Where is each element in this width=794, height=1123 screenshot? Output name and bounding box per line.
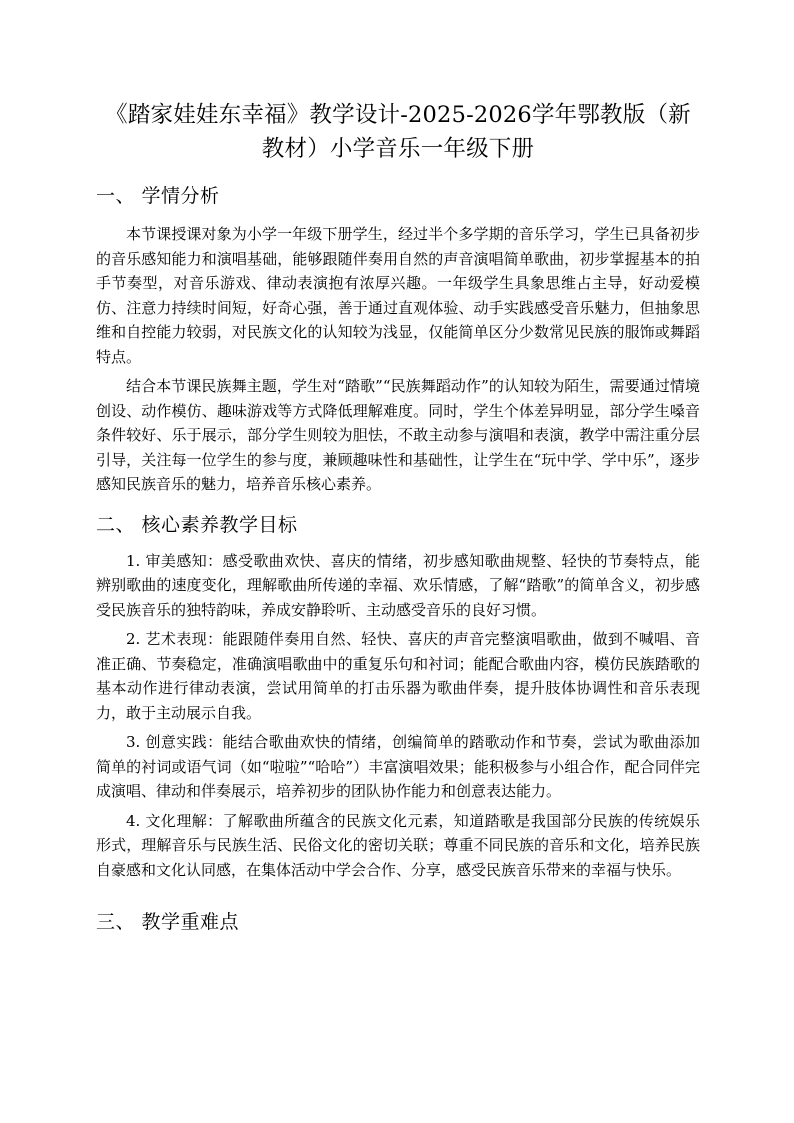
section-heading-teaching-objectives: 二、 核心素养教学目标 <box>96 513 298 536</box>
objective-cultural-understanding: 4. 文化理解：了解歌曲所蕴含的民族文化元素，知道踏歌是我国部分民族的传统娱乐形式，理解音乐与民族生活、民俗文化的密切关联；尊重不同民族的音乐和文化，培养民族自豪感和文化认同感，在集体活动中学会合作、分享，感受民族音乐带来的幸福与快乐。 <box>96 811 700 879</box>
section-body-teaching-objectives <box>96 549 700 883</box>
objective-artistic-expression: 2. 艺术表现：能跟随伴奏用自然、轻快、喜庆的声音完整演唱歌曲，做到不喊唱、音准正确、节奏稳定，准确演唱歌曲中的重复乐句和衬词；能配合歌曲内容，模仿民族踏歌的基本动作进行律动表演，尝试用简单的打击乐器为歌曲伴奏，提升肢体协调性和音乐表现力，敢于主动展示自我。 <box>96 630 700 722</box>
section-heading-learner-analysis: 一、 学情分析 <box>96 185 220 207</box>
document-title: 《踏家娃娃东幸福》教学设计-2025-2026学年鄂教版（新教材）小学音乐一年级下册 <box>105 102 691 162</box>
paragraph: 结合本节课民族舞主题，学生对“踏歌”“民族舞蹈动作”的认知较为陌生，需要通过情境创设、动作模仿、趣味游戏等方式降低理解难度。同时，学生个体差异明显，部分学生嗓音条件较好、乐于展示，部分学生则较为胆怯，不敢主动参与演唱和表演，教学中需注重分层引导，关注每一位学生的参与度，兼顾趣味性和基础性，让学生在“玩中学、学中乐”，逐步感知民族音乐的魅力，培养音乐核心素养。 <box>96 377 700 493</box>
objective-creative-practice: 3. 创意实践：能结合歌曲欢快的情绪，创编简单的踏歌动作和节奏，尝试为歌曲添加简单的衬词或语气词（如“啦啦”“哈哈”）丰富演唱效果；能积极参与小组合作，配合同伴完成演唱、律动和伴奏展示，培养初步的团队协作能力和创意表达能力。 <box>96 733 700 800</box>
document-page <box>96 98 700 936</box>
paragraph: 本节课授课对象为小学一年级下册学生，经过半个多学期的音乐学习，学生已具备初步的音乐感知能力和演唱基础，能够跟随伴奏用自然的声音演唱简单歌曲，初步掌握基本的拍手节奏型，对音乐游戏、律动表演抱有浓厚兴趣。一年级学生具象思维占主导，好动爱模仿、注意力持续时间短，好奇心强，善于通过直观体验、动手实践感受音乐魅力，但抽象思维和自控能力较弱，对民族文化的认知较为浅显，仅能简单区分少数常见民族的服饰或舞蹈特点。 <box>96 225 700 366</box>
section-heading-key-difficulties: 三、 教学重难点 <box>96 911 240 933</box>
objective-aesthetic-perception: 1. 审美感知：感受歌曲欢快、喜庆的情绪，初步感知歌曲规整、轻快的节奏特点，能辨别歌曲的速度变化，理解歌曲所传递的幸福、欢乐情感，了解“踏歌”的简单含义，初步感受民族音乐的独特韵味，养成安静聆听、主动感受音乐的良好习惯。 <box>96 551 700 619</box>
section-body-learner-analysis <box>96 222 700 497</box>
